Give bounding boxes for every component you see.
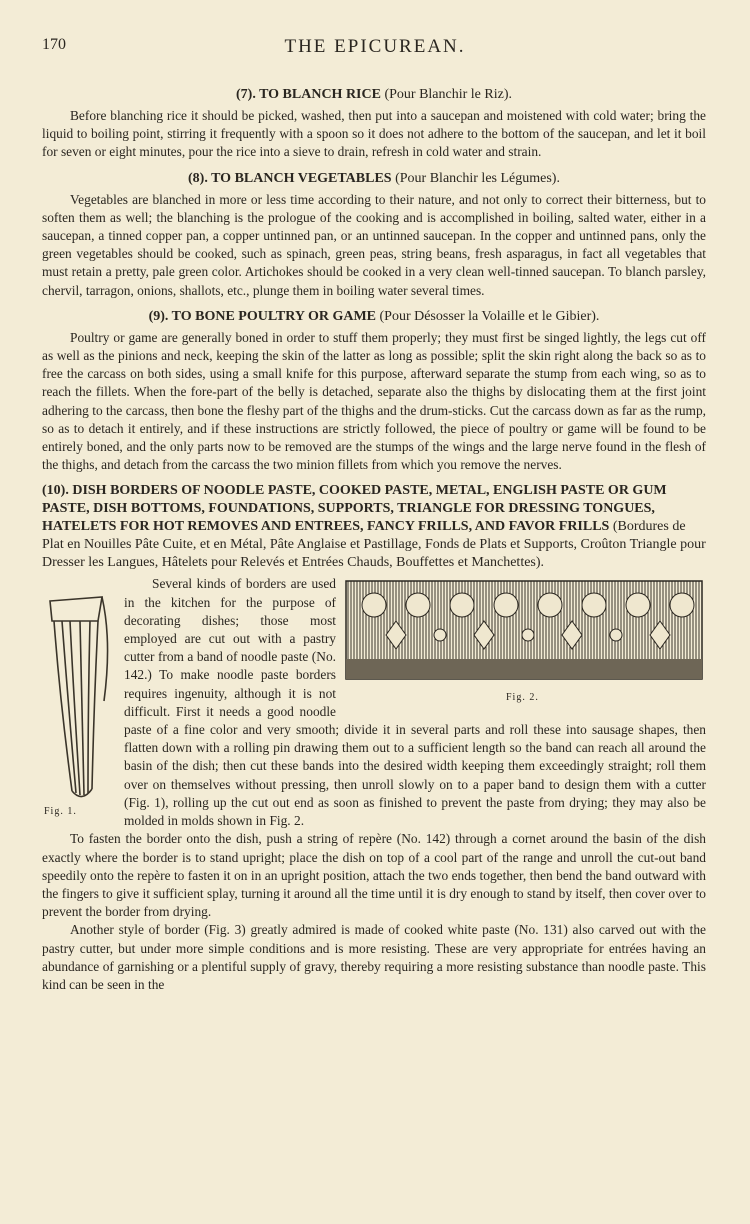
- section-paragraph: Another style of border (Fig. 3) greatly admired is made of cooked white paste (No. 131) also carved out with the pastry cutter, but under more simple conditions and is more resisting. These are very appropriate for entrées having an abundance of garnishing or a plentiful supply of gravy, thereby requiring a more resisting substance than noodle paste. This kind can be seen in the: [42, 922, 706, 992]
- fig1-pastry-cutter: [42, 581, 118, 817]
- section-paragraph: Several kinds of borders are used in the kitchen for the purpose of decorating dishes; those most employed are cut out with a pastry cutter from a band of noodle paste (No. 142.) To make noodle paste borders requires ingenuity, although it is not difficult. First it needs a good noodle paste of a fine color and very smooth; divide it in several parts and roll these into sausage shapes, then flatten down with a rolling pin drawing them out to a sufficient length so the band can reach all around the basin of the dish; then cut these bands into the desired width keeping them exceedingly straight; roll them over on themselves without pressing, then unroll slowly on to a paper band to design them with a cutter (Fig. 1), rolling up the cut out end as soon as finished to prevent the paste from drying; they may also be molded in molds shown in Fig. 2.: [124, 576, 706, 829]
- page-header: [0, 36, 750, 60]
- page-body: [42, 86, 706, 994]
- section-blanch-vegetables: [42, 170, 706, 300]
- section-paragraph: Poultry or game are generally boned in order to stuff them properly; they must first be singed lightly, the legs cut off as well as the pinions and neck, keeping the skin of the latter as long as possible; split the skin right along the back so as to free the carcass on both sides, using a small knife for this purpose, afterward separate the stump from each wing, so as to reach the fillets. When the fore-part of the belly is detached, separate also the thighs by dislocating them at the first joint adhering to the carcass, then bone the fleshy part of the thighs and the drum-sticks. Cut the carcass down as far as the rump, so as to detach it entirely, and if these instructions are strictly followed, the piece of poultry or game will be found to be entirely boned, and the only parts now to be removed are the stumps of the wings and the large nerve found in the flesh of the thighs, and detach from the carcass the two minion fillets from which you remove the nerves.: [42, 329, 706, 473]
- fig2-caption: Fig. 2.: [506, 692, 539, 704]
- fig1-caption: Fig. 1.: [44, 806, 77, 818]
- running-title: THE EPICUREAN.: [284, 36, 466, 57]
- section-blanch-rice: [42, 86, 706, 162]
- section-text-flow: [42, 575, 706, 994]
- section-heading: (7). TO BLANCH RICE (Pour Blanchir le Riz).: [236, 87, 512, 102]
- border-mold-illustration: [344, 579, 706, 685]
- pastry-cutter-illustration: [42, 581, 118, 817]
- section-heading: (9). TO BONE POULTRY OR GAME (Pour Désosser la Volaille et le Gibier).: [148, 308, 600, 324]
- fig2-border-mold: [344, 579, 706, 703]
- section-heading: (8). TO BLANCH VEGETABLES (Pour Blanchir les Légumes).: [188, 170, 560, 186]
- section-paragraph: To fasten the border onto the dish, push a string of repère (No. 142) through a cornet around the basin of the dish exactly where the border is to stand upright; place the dish on top of a cool part of the range and unroll the cut-out band speedily onto the repère to fasten it on in an upright position, attach the two ends together, then bend the band outward with the fingers to give it sufficient splay, turning it around all the time until it is dry enough to stand by itself, then cover over to prevent the border from drying.: [42, 831, 706, 920]
- section-bone-poultry: [42, 308, 706, 475]
- section-heading: (10). DISH BORDERS OF NOODLE PASTE, COOKED PASTE, METAL, ENGLISH PASTE OR GUM PASTE, DISH BOTTOMS, FOUNDATIONS, SUPPORTS, TRIANGLE FOR DRESSING TONGUES, HATELETS FOR HOT REMOVES AND ENTREES, FANCY FRILLS, AND FAVOR FRILLS (Bordures de Plat en Nouilles Pâte Cuite, et en Métal, Pâte Anglaise et Pastillage, Fonds de Plats et Supports, Croûton Triangle pour Dresser les Langues, Hâtelets pour Relevés et Entrées Chauds, Bouffettes et Manchettes).: [42, 483, 706, 571]
- section-paragraph: Before blanching rice it should be picked, washed, then put into a saucepan and moistened with cold water; bring the liquid to boiling point, stirring it frequently with a spoon so it does not adhere to the bottom of the saucepan, and let it boil for seven or eight minutes, pour the rice into a sieve to drain, refresh in cold water and strain.: [42, 108, 706, 160]
- page-number: 170: [42, 36, 66, 53]
- section-paragraph: Vegetables are blanched in more or less time according to their nature, and not only to correct their bitterness, but to soften them as well; the blanching is the prologue of the cooking and is accomplished in boiling, salted water, either in a saucepan, a tinned copper pan, a copper untinned pan, or an untinned saucepan. In the copper and untinned pans, only the green vegetables should be cooked, such as spinach, green peas, string beans, fresh asparagus, in fact all vegetables that must retain a pretty, pale green color. Artichokes should be cooked in a very clean well-tinned saucepan. To blanch parsley, chervil, tarragon, onions, shallots, etc., plunge them in boiling water several times.: [42, 191, 706, 298]
- section-dish-borders: [42, 482, 706, 994]
